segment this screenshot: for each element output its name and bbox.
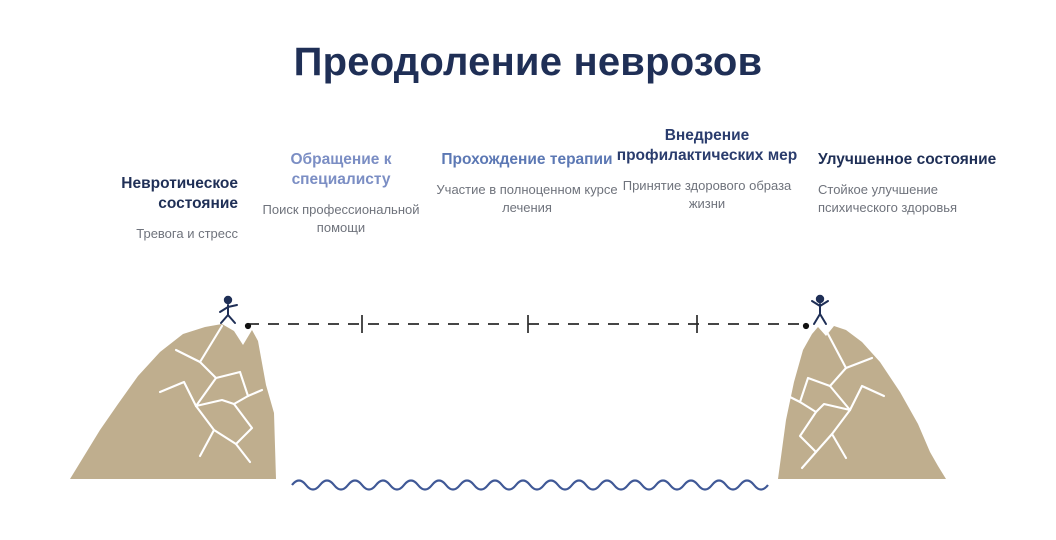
step-subtitle: Поиск профессиональной помощи xyxy=(262,201,420,235)
step-heading: Обращение к специалисту xyxy=(290,151,392,188)
step-subtitle: Тревога и стресс xyxy=(136,225,238,241)
wavy-water-line xyxy=(292,481,768,490)
dashed-tightrope-line xyxy=(245,315,809,333)
step-subtitle: Участие в полноценном курсе лечения xyxy=(436,181,618,215)
step-subtitle: Принятие здорового образа жизни xyxy=(622,177,792,211)
step-heading: Прохождение терапии xyxy=(441,151,613,168)
step-heading: Улучшенное состояние xyxy=(818,151,997,168)
step-subtitle: Стойкое улучшение психического здоровья xyxy=(818,181,958,215)
standing-person-icon xyxy=(812,295,828,324)
page-title: Преодоление неврозов xyxy=(293,40,763,84)
iceberg-left xyxy=(70,324,276,479)
walking-person-icon xyxy=(220,296,237,323)
step-heading: Невротическое состояние xyxy=(121,175,238,212)
iceberg-right xyxy=(778,326,946,479)
step-heading: Внедрение профилактических мер xyxy=(616,127,798,164)
